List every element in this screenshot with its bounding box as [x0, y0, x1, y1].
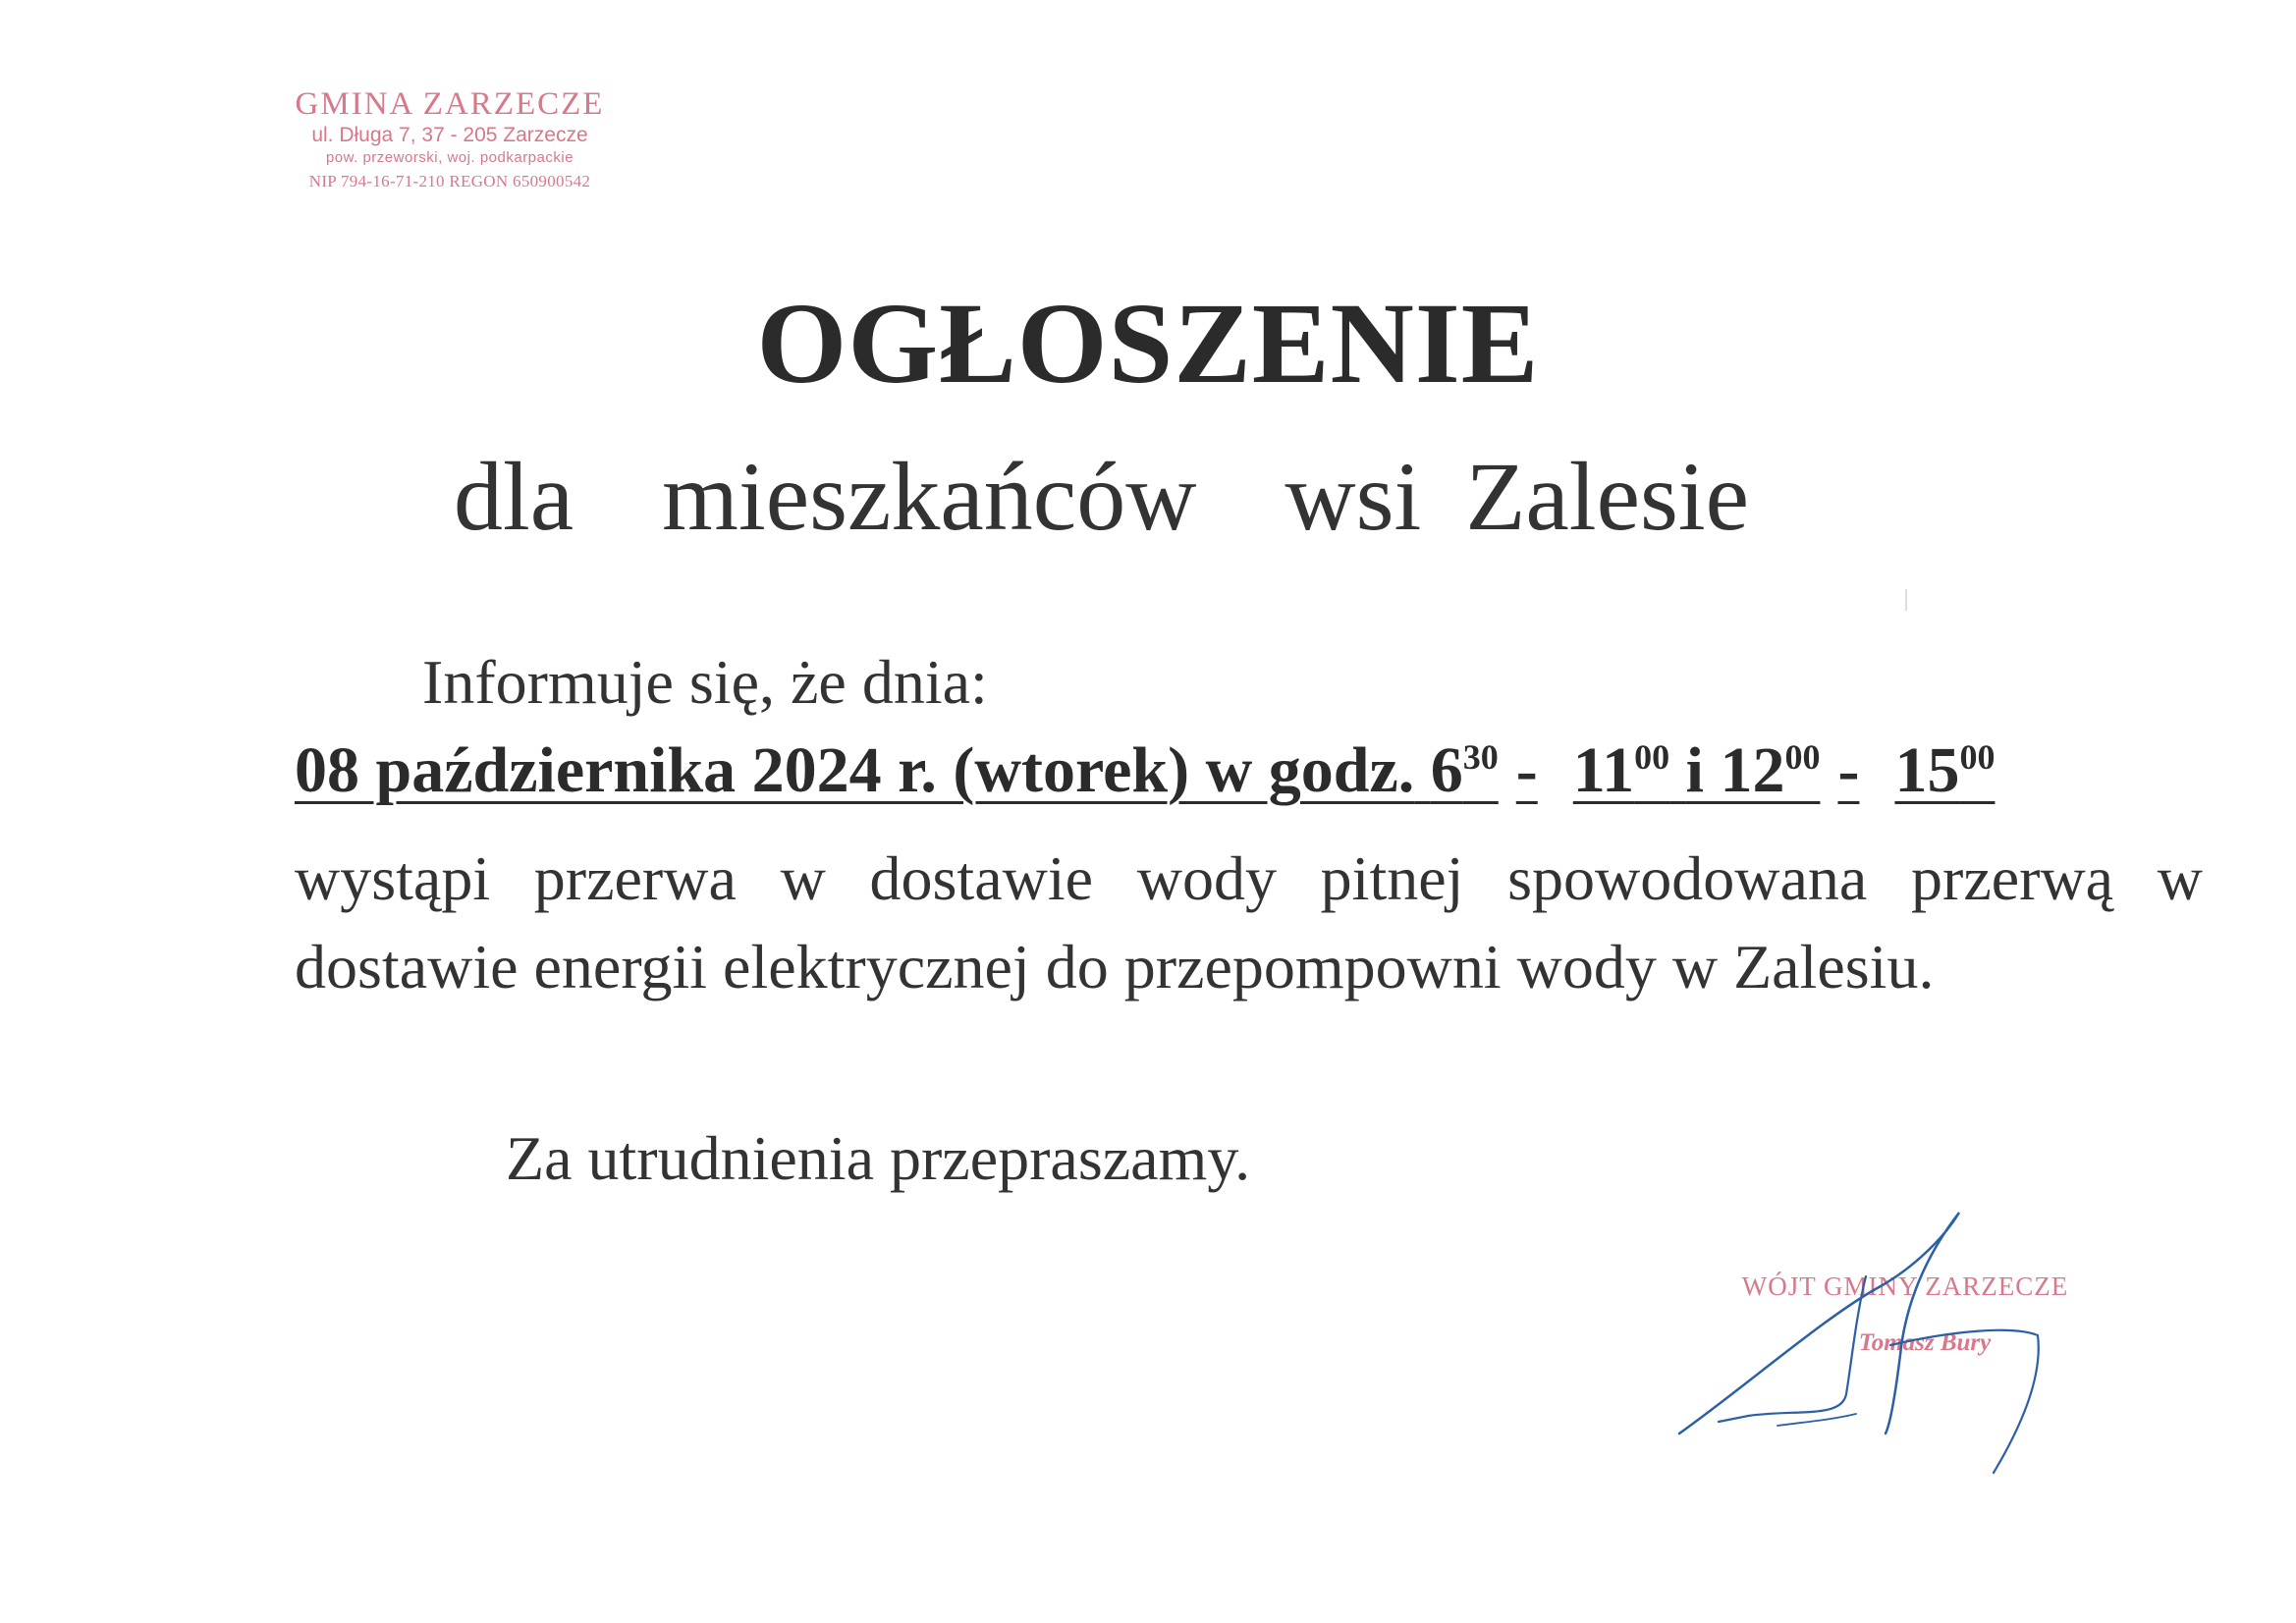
signature-stroke-tail — [1890, 1330, 2039, 1473]
start2-hour: 12 — [1720, 734, 1785, 806]
date-line — [295, 731, 1995, 810]
body-text: wystąpi przerwa w dostawie wody pitnej spowodowana przerwą w dostawie energii elektrycznej do przepompowni wody w Zalesiu. — [295, 843, 2203, 1001]
stamp-ids: NIP 794-16-71-210 REGON 650900542 — [308, 172, 591, 190]
stamp-address: ul. Długa 7, 37 - 205 Zarzecze — [311, 124, 588, 146]
page-title: OGŁOSZENIE — [756, 279, 1540, 407]
end1-min: 00 — [1634, 737, 1670, 777]
handwritten-signature — [1660, 1198, 2111, 1483]
closing-text: Za utrudnienia przepraszamy. — [506, 1123, 1251, 1193]
dash-2: - — [1837, 734, 1860, 806]
stamp-org: GMINA ZARZECZE — [295, 86, 605, 122]
signature-name: Tomasz Bury — [1858, 1329, 1992, 1356]
signature-role: WÓJT GMINY ZARZECZE — [1741, 1271, 2069, 1301]
intro-text: Informuje się, że dnia: — [422, 647, 988, 717]
header-stamp — [273, 84, 627, 194]
signature-stroke-main — [1679, 1213, 1959, 1434]
conjunction: i — [1685, 734, 1704, 806]
page-subtitle: dla mieszkańców wsi Zalesie — [454, 442, 1750, 551]
stamp-county: pow. przeworski, woj. podkarpackie — [325, 149, 574, 166]
start1-hour: 6 — [1430, 734, 1463, 806]
start1-min: 30 — [1462, 737, 1499, 777]
scan-speck — [1905, 589, 1907, 611]
signature-stroke-accent — [1777, 1414, 1856, 1426]
date-text: 08 października 2024 r. (wtorek) w godz. — [295, 734, 1415, 806]
end2-min: 00 — [1959, 737, 1995, 777]
end1-hour: 11 — [1572, 734, 1635, 806]
end2-hour: 15 — [1894, 734, 1960, 806]
start2-min: 00 — [1784, 737, 1821, 777]
dash-1: - — [1515, 734, 1538, 806]
signature-stroke-loop — [1719, 1276, 1866, 1422]
